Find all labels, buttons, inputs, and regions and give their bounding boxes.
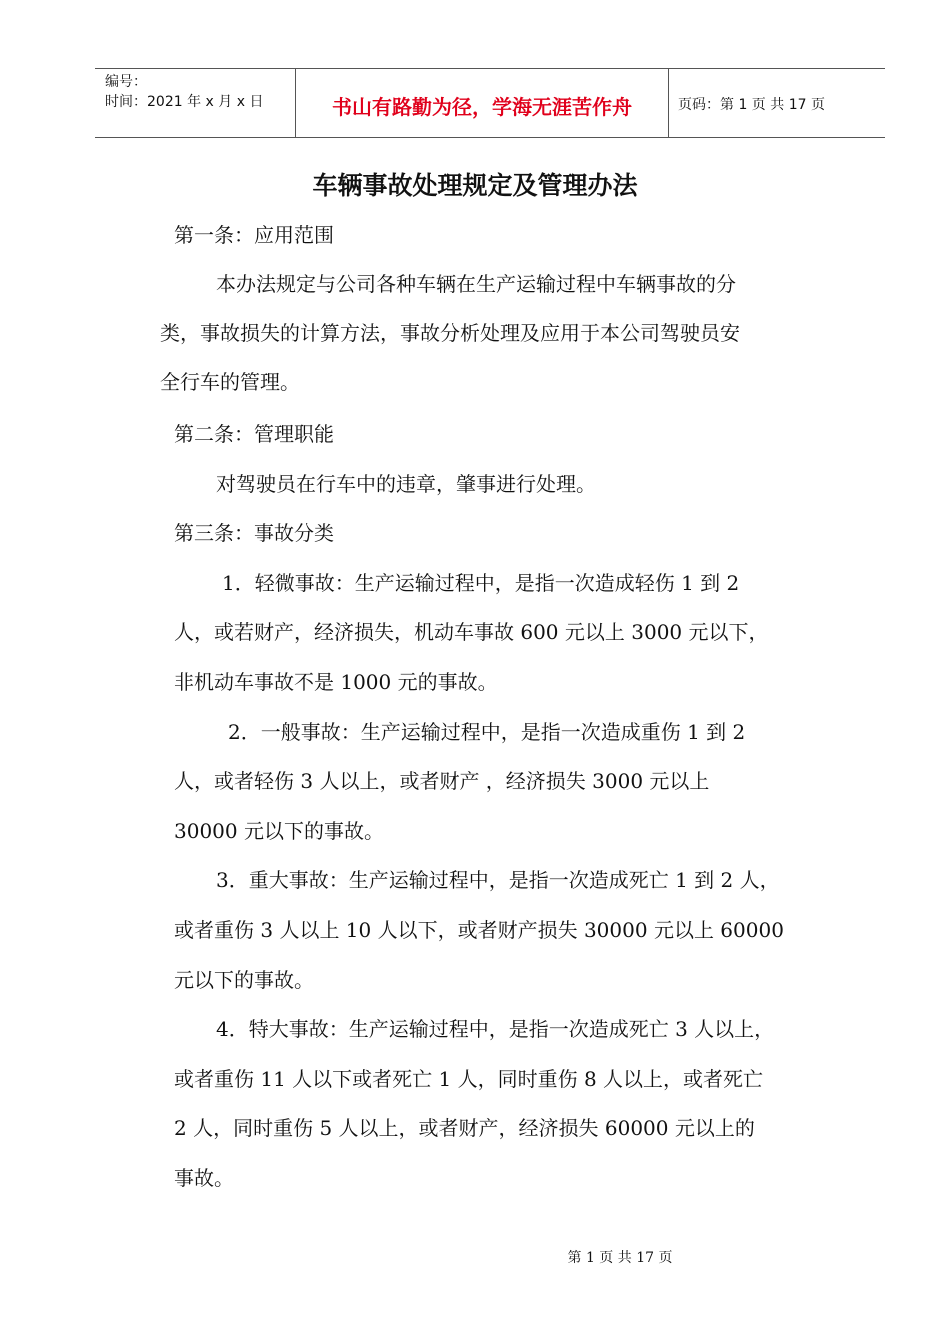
body-line: 元以下的事故。: [174, 968, 314, 992]
article-1-heading: 第一条：应用范围: [174, 223, 334, 247]
body-line: 类，事故损失的计算方法，事故分析处理及应用于本公司驾驶员安: [160, 321, 740, 345]
document-title: 车辆事故处理规定及管理办法: [312, 171, 638, 200]
body-line: 对驾驶员在行车中的违章，肇事进行处理。: [216, 472, 596, 496]
body-line: 30000 元以下的事故。: [174, 819, 384, 843]
header-motto-cell: [295, 69, 669, 137]
body-line: 3．重大事故：生产运输过程中，是指一次造成死亡 1 到 2 人，: [216, 868, 780, 892]
body-line: 或者重伤 11 人以下或者死亡 1 人，同时重伤 8 人以上，或者死亡: [174, 1067, 764, 1091]
body-line: 全行车的管理。: [160, 370, 300, 394]
header-motto: 书山有路勤为径，学海无涯苦作舟: [332, 95, 632, 119]
article-2-heading: 第二条：管理职能: [174, 422, 334, 446]
article-3-heading: 第三条：事故分类: [174, 521, 334, 545]
time-label: 时间：2021 年 x 月 x 日: [105, 94, 264, 110]
header-left-cell: [95, 69, 295, 137]
body-line: 4．特大事故：生产运输过程中，是指一次造成死亡 3 人以上，: [216, 1017, 775, 1041]
body-line: 非机动车事故不是 1000 元的事故。: [174, 670, 498, 694]
body-line: 1．轻微事故：生产运输过程中，是指一次造成轻伤 1 到 2: [222, 571, 740, 595]
page-footer: 第 1 页 共 17 页: [567, 1250, 673, 1266]
header-page-label: 页码：第 1 页 共 17 页: [678, 97, 825, 113]
body-line: 事故。: [174, 1166, 234, 1190]
page-header: [95, 68, 885, 138]
body-line: 人，或者轻伤 3 人以上，或者财产 ，经济损失 3000 元以上: [174, 769, 710, 793]
body-line: 或者重伤 3 人以上 10 人以下，或者财产损失 30000 元以上 60000: [174, 918, 784, 942]
header-right-cell: [668, 69, 885, 137]
body-line: 2．一般事故：生产运输过程中，是指一次造成重伤 1 到 2: [228, 720, 746, 744]
body-line: 本办法规定与公司各种车辆在生产运输过程中车辆事故的分: [216, 272, 736, 296]
number-label: 编号：: [105, 74, 147, 90]
body-line: 2 人，同时重伤 5 人以上，或者财产，经济损失 60000 元以上的: [174, 1116, 755, 1140]
body-line: 人，或若财产，经济损失，机动车事故 600 元以上 3000 元以下，: [174, 620, 769, 644]
